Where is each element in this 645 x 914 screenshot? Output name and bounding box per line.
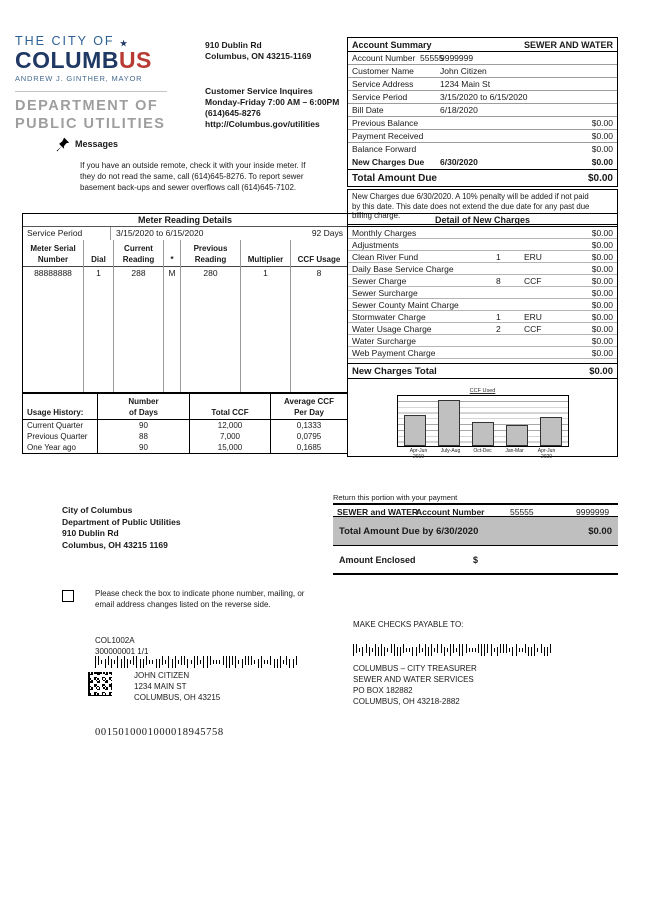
mayor-line: ANDREW J. GINTHER, MAYOR: [15, 74, 143, 84]
usage-col-days: Number of Days 90 88 90: [97, 394, 189, 453]
pushpin-icon: [56, 137, 71, 152]
header-contact: [205, 40, 339, 130]
ccf-usage-chart: [397, 388, 569, 460]
charge-row: Web Payment Charge $0.00: [348, 347, 617, 359]
charge-row: Sewer Charge 8 CCF $0.00: [348, 275, 617, 287]
meter-serial-value: 88888888: [34, 268, 72, 278]
new-charges-due-date: 6/30/2020: [440, 157, 478, 167]
logo-name-left: COLUMB: [15, 47, 119, 73]
return-portion-note: Return this portion with your payment: [333, 493, 458, 502]
customer-mailing-address: JOHN CITIZEN 1234 MAIN ST COLUMBUS, OH 43215: [134, 671, 221, 702]
stub-header-row: SEWER and WATER Account Number 55555 9999999: [333, 503, 618, 517]
imb-barcode: [353, 644, 553, 656]
mailing-block: [95, 635, 148, 657]
summary-row-service-period: Service Period 3/15/2020 to 6/15/2020: [348, 91, 617, 104]
customer-service-hours: Monday-Friday 7:00 AM – 6:00PM: [205, 97, 340, 107]
dollar-sign: $: [473, 555, 479, 565]
usage-col-label: Usage History: Current Quarter Previous Quarter One Year ago: [23, 394, 97, 453]
charge-row: Sewer Surcharge $0.00: [348, 287, 617, 299]
col-dial: Dial 1: [83, 240, 113, 392]
meter-service-period-row: Service Period 3/15/2020 to 6/15/2020 92 Days: [23, 227, 347, 240]
stub-total-row: Total Amount Due by 6/30/2020 $0.00: [333, 517, 618, 546]
service-days: 92 Days: [311, 228, 343, 238]
penalty-note: New Charges due 6/30/2020. A 10% penalty will be added if not paid by this date. This date does not extend the due date for any past due billing charge.: [347, 189, 618, 225]
imb-barcode: [95, 656, 303, 668]
col-multiplier: Multiplier 1: [240, 240, 290, 392]
usage-col-total: Total CCF 12,000 7,000 15,000: [189, 394, 270, 453]
account-summary: [347, 37, 618, 225]
new-charges-total-value: $0.00: [589, 365, 613, 377]
usage-col-average: Average CCF Per Day 0,1333 0,0795 0,1685: [270, 394, 347, 453]
charge-row: Water Surcharge $0.00: [348, 335, 617, 347]
city-logo: [15, 34, 190, 133]
summary-row-payment-received: Payment Received $0.00: [348, 130, 617, 143]
account-summary-title: Account Summary: [352, 39, 432, 50]
charge-row: Sewer County Maint Charge $0.00: [348, 299, 617, 311]
summary-row-bill-date: Bill Date 6/18/2020: [348, 104, 617, 117]
payable-address: COLUMBUS – CITY TREASURER SEWER AND WATER SERVICES PO BOX 182882 COLUMBUS, OH 43218-2882: [353, 664, 477, 706]
new-charges-table: [347, 213, 618, 460]
department-name: DEPARTMENT OF PUBLIC UTILITIES: [15, 98, 166, 132]
usage-chart-labels: Apr-Jun 2019 July-Aug Oct-Dec Jan-Mar Apr-Jun 2020: [409, 448, 556, 460]
star-icon: ★: [119, 39, 128, 48]
col-current-reading: Current Reading 288: [113, 240, 163, 392]
usage-history-table: [22, 393, 348, 454]
logo-name-right: ★ US: [118, 39, 152, 73]
payment-stub: [333, 503, 618, 575]
col-meter-serial: Meter Serial Number 88888888: [23, 240, 83, 392]
new-charges-total-row: New Charges Total $0.00: [348, 363, 617, 379]
summary-row-balance-forward: Balance Forward $0.00: [352, 144, 613, 154]
utility-address-line2: Columbus, ON 43215-1169: [205, 51, 312, 61]
total-amount-due-value: $0.00: [587, 172, 613, 184]
charge-row: Adjustments $0.00: [348, 239, 617, 251]
meter-reading-table: [22, 213, 348, 393]
customer-service-phone: (614)645-8276: [205, 108, 261, 118]
account-number-prefix: 55555: [420, 53, 444, 63]
summary-row-account-number: Account Number 55555 9999999: [348, 52, 617, 65]
charge-row: Clean River Fund 1 ERU $0.00: [348, 251, 617, 263]
usage-chart-plot: [397, 395, 569, 447]
remit-from-address: City of Columbus Department of Public Utilities 910 Dublin Rd Columbus, OH 43215 1169: [62, 505, 181, 550]
amount-enclosed-row: Amount Enclosed $: [333, 546, 618, 575]
logo-divider: [15, 91, 167, 92]
address-change-checkbox[interactable]: [62, 590, 74, 602]
summary-row-service-address: Service Address 1234 Main St: [348, 78, 617, 91]
make-checks-payable-title: MAKE CHECKS PAYABLE TO:: [353, 620, 464, 629]
col-previous-reading: Previous Reading 280: [180, 240, 240, 392]
mail-code: COL1002A: [95, 636, 135, 645]
messages-title: Messages: [75, 139, 119, 149]
mail-sequence: 300000001 1/1: [95, 647, 149, 656]
chart-title: CCF Used: [469, 388, 496, 394]
utility-address-line1: 910 Dublin Rd: [205, 40, 262, 50]
charge-row: Monthly Charges $0.00: [348, 227, 617, 239]
charge-row: Daily Base Service Charge $0.00: [348, 263, 617, 275]
new-charges-title: Detail of New Charges: [348, 214, 617, 227]
charge-row: Stormwater Charge 1 ERU $0.00: [348, 311, 617, 323]
address-change-note: Please check the box to indicate phone number, mailing, or email address changes listed on the reverse side.: [95, 589, 305, 609]
qr-code: [88, 672, 112, 696]
stub-total-value: $0.00: [588, 525, 612, 537]
service-type: SEWER AND WATER: [524, 39, 613, 50]
account-number-value: 9999999: [440, 53, 474, 63]
messages-body: If you have an outside remote, check it with your inside meter. If they do not read the same, call (614)645-8276. To report sewer basement back-ups and sewer overflows call (614)645-7102.: [80, 161, 306, 192]
summary-row-previous-balance: Previous Balance $0.00: [348, 117, 617, 130]
charge-row: Water Usage Charge 2 CCF $0.00: [348, 323, 617, 335]
logo-tagline: THE CITY OF: [15, 34, 115, 48]
customer-service-title: Customer Service Inquires: [205, 86, 313, 96]
summary-row-customer-name: Customer Name John Citizen: [348, 65, 617, 78]
scan-number: 0015010001000018945758: [95, 727, 224, 738]
total-amount-due-row: Total Amount Due $0.00: [348, 169, 617, 186]
summary-row-new-charges-due: New Charges Due 6/30/2020 $0.00: [352, 157, 613, 167]
meter-reading-title: Meter Reading Details: [23, 214, 347, 227]
col-ccf-usage: CCF Usage 8: [290, 240, 347, 392]
customer-service-url: http://Columbus.gov/utilities: [205, 119, 320, 129]
col-reading-flag: * M: [163, 240, 180, 392]
